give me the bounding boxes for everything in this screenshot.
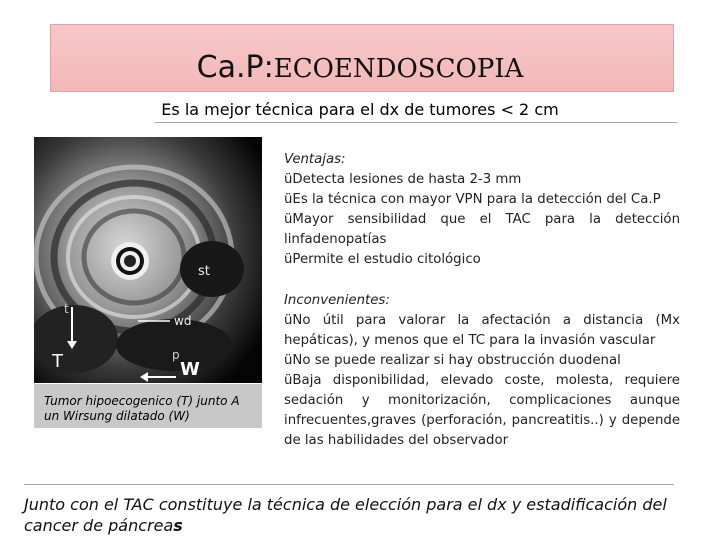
- ventajas-item: üPermite el estudio citológico: [284, 252, 481, 267]
- ventajas-item: üDetecta lesiones de hasta 2-3 mm: [284, 172, 522, 187]
- slide-title: [0, 50, 720, 85]
- ventajas-heading: Ventajas:: [284, 152, 346, 167]
- label-wd: wd: [174, 314, 192, 328]
- footer-statement: [24, 494, 684, 536]
- label-st: st: [198, 264, 210, 279]
- endoscopic-ultrasound-image: [34, 137, 262, 383]
- label-p: p: [172, 348, 180, 362]
- ventajas-item: üMayor sensibilidad que el TAC para la detección linfadenopatías: [284, 212, 680, 247]
- label-W: W: [180, 359, 200, 380]
- subtitle-divider: [155, 122, 677, 123]
- footer-last-letter: s: [173, 516, 183, 535]
- title-prefix: Ca.P:: [196, 50, 274, 85]
- footer-divider: [24, 484, 674, 485]
- label-T: T: [52, 351, 63, 372]
- inconvenientes-item: üNo se puede realizar si hay obstrucción duodenal: [284, 353, 621, 368]
- label-t-upper: t: [64, 302, 69, 316]
- image-caption: Tumor hipoecogenico (T) junto A un Wirsung dilatado (W): [34, 384, 262, 428]
- inconvenientes-heading: Inconvenientes:: [284, 293, 390, 308]
- ultrasound-graphic: [34, 137, 262, 383]
- footer-text: Junto con el TAC constituye la técnica de elección para el dx y estadificación del cancer de páncrea: [24, 495, 667, 535]
- ventajas-section: [284, 150, 680, 270]
- inconvenientes-section: [284, 291, 680, 451]
- inconvenientes-item: üBaja disponibilidad, elevado coste, molesta, requiere sedación y monitorización, complicaciones aunque infrecuentes,graves (perforación, pancreatitis..) y depende de las habilidades del observador: [284, 373, 680, 448]
- title-main: ECOENDOSCOPIA: [273, 54, 524, 84]
- inconvenientes-item: üNo útil para valorar la afectación a distancia (Mx hepáticas), y menos que el TC para la invasión vascular: [284, 313, 680, 348]
- slide-subtitle: Es la mejor técnica para el dx de tumores < 2 cm: [161, 100, 559, 119]
- ventajas-item: üEs la técnica con mayor VPN para la detección del Ca.P: [284, 192, 661, 207]
